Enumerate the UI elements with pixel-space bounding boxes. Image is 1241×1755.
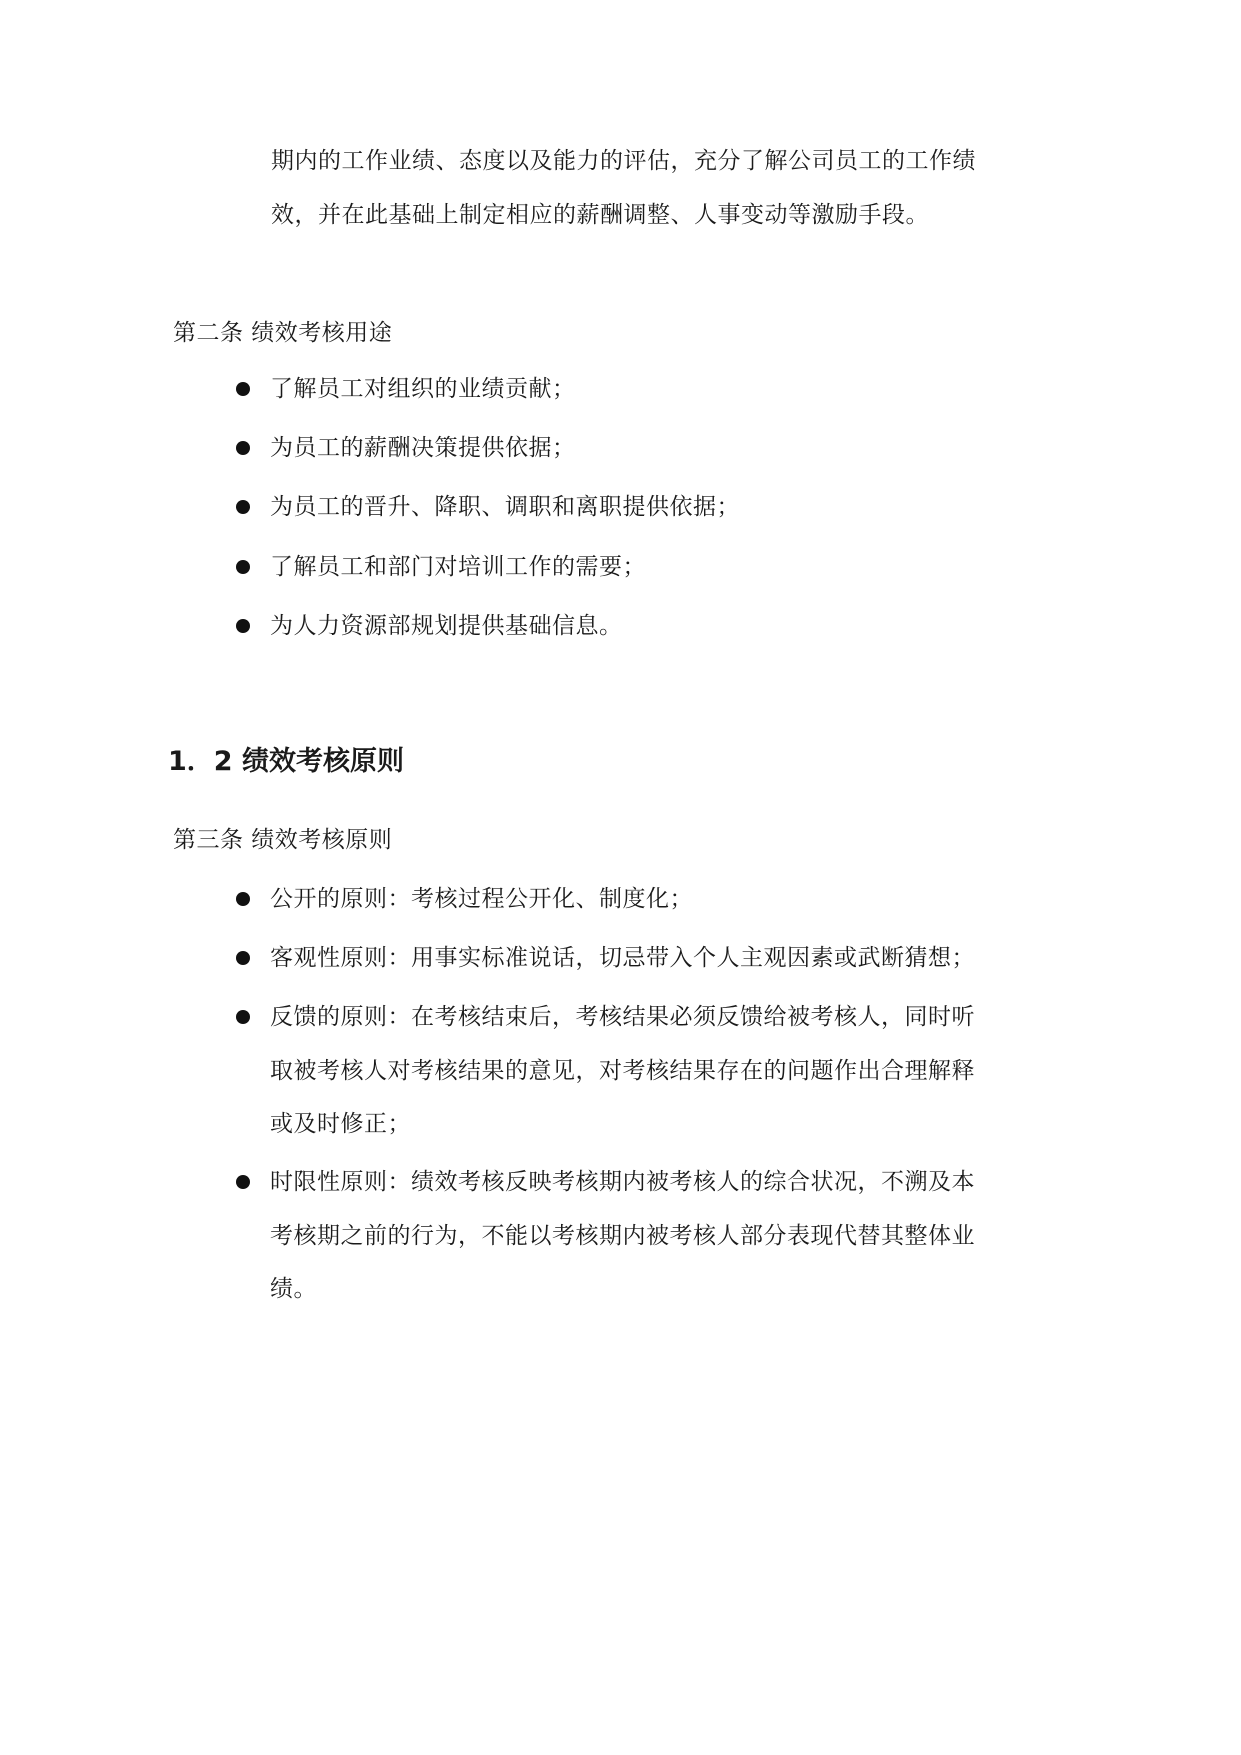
article-3-item-4-line-3: 绩。 [270, 1276, 317, 1302]
article-3-item-1: 公开的原则：考核过程公开化、制度化； [270, 886, 693, 912]
article-2-item-1: 了解员工对组织的业绩贡献； [270, 376, 576, 402]
bullet-icon [236, 441, 250, 455]
intro-line-1: 期内的工作业绩、态度以及能力的评估，充分了解公司员工的工作绩 [271, 148, 976, 174]
article-3-item-3-line-2: 取被考核人对考核结果的意见，对考核结果存在的问题作出合理解释 [270, 1058, 975, 1084]
article-2-item-4: 了解员工和部门对培训工作的需要； [270, 554, 646, 580]
article-2-item-2: 为员工的薪酬决策提供依据； [270, 435, 576, 461]
bullet-icon [236, 500, 250, 514]
article-2-title: 第二条 绩效考核用途 [173, 320, 393, 346]
article-3-item-3-line-3: 或及时修正； [270, 1111, 411, 1137]
article-3-item-4-line-1: 时限性原则：绩效考核反映考核期内被考核人的综合状况，不溯及本 [270, 1169, 975, 1195]
article-3-item-3-line-1: 反馈的原则：在考核结束后，考核结果必须反馈给被考核人，同时听 [270, 1004, 975, 1030]
bullet-icon [236, 560, 250, 574]
section-heading: 1．2 绩效考核原则 [168, 746, 404, 777]
article-3-title: 第三条 绩效考核原则 [173, 827, 393, 853]
bullet-icon [236, 951, 250, 965]
article-2-item-5: 为人力资源部规划提供基础信息。 [270, 613, 623, 639]
bullet-icon [236, 382, 250, 396]
bullet-icon [236, 1010, 250, 1024]
bullet-icon [236, 1175, 250, 1189]
intro-line-2: 效，并在此基础上制定相应的薪酬调整、人事变动等激励手段。 [271, 202, 929, 228]
bullet-icon [236, 619, 250, 633]
article-2-item-3: 为员工的晋升、降职、调职和离职提供依据； [270, 494, 740, 520]
article-3-item-4-line-2: 考核期之前的行为，不能以考核期内被考核人部分表现代替其整体业 [270, 1223, 975, 1249]
bullet-icon [236, 892, 250, 906]
article-3-item-2: 客观性原则：用事实标准说话，切忌带入个人主观因素或武断猜想； [270, 945, 975, 971]
